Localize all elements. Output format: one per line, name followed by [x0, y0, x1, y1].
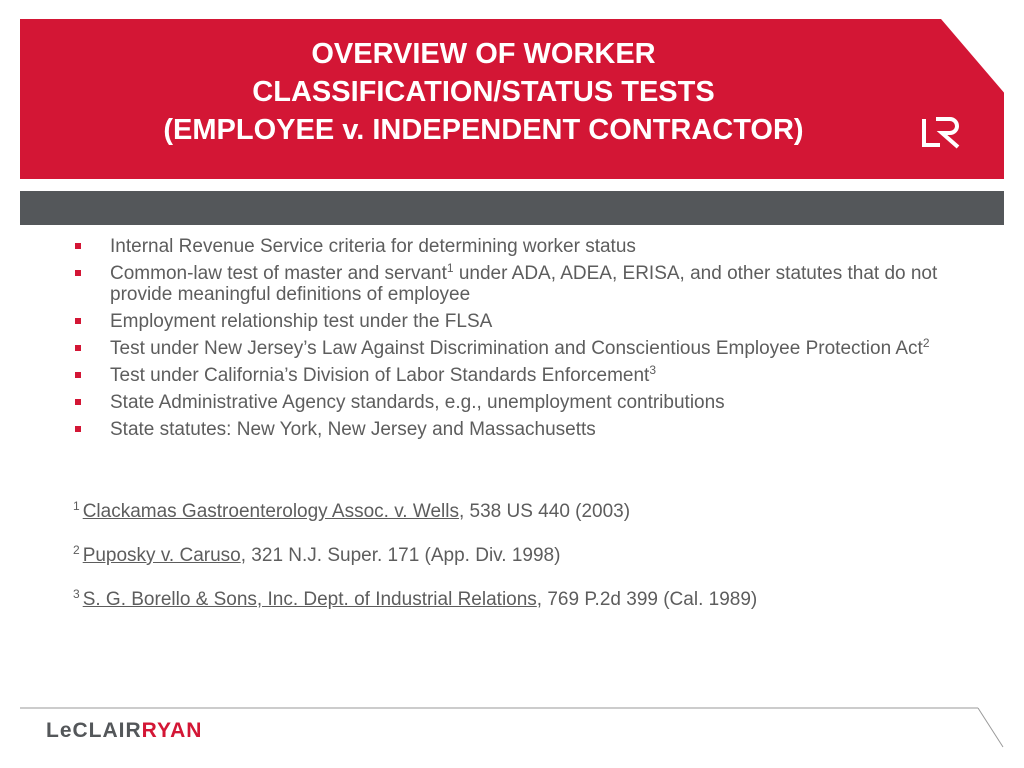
- slide-title: [20, 35, 947, 149]
- bullet-square-icon: [75, 426, 81, 432]
- leclairryan-logo: [46, 719, 202, 743]
- bullet-text: Test under New Jersey’s Law Against Discrimination and Conscientious Employee Protection Act: [110, 338, 923, 359]
- footnote-number: 1: [73, 499, 80, 513]
- footnote-item: [73, 589, 973, 611]
- logo-text-ryan: RYAN: [141, 719, 203, 742]
- bullet-text: Internal Revenue Service criteria for determining worker status: [110, 236, 636, 257]
- bullet-text: Test under California’s Division of Labor Standards Enforcement: [110, 365, 650, 386]
- bullet-item: [70, 392, 950, 413]
- logo-text-leclair: LeCLAIR: [46, 719, 142, 742]
- footnotes: [73, 501, 973, 633]
- bullet-square-icon: [75, 318, 81, 324]
- footnote-marker: 3: [649, 363, 657, 377]
- bullet-text: Employment relationship test under the FLSA: [110, 311, 493, 332]
- bullet-square-icon: [75, 243, 81, 249]
- footnote-item: [73, 545, 973, 567]
- title-line-2: CLASSIFICATION/STATUS TESTS: [252, 76, 715, 108]
- title-line-1: OVERVIEW OF WORKER: [311, 38, 656, 70]
- bullet-square-icon: [75, 345, 81, 351]
- footnote-item: [73, 501, 973, 523]
- bullet-text-continued: under ADA, ADEA, ERISA, and other statutes that do not provide meaningful definitions of employee: [110, 263, 938, 305]
- footnote-marker: 2: [922, 336, 930, 350]
- bullet-list: [70, 236, 950, 446]
- title-line-3: (EMPLOYEE v. INDEPENDENT CONTRACTOR): [163, 114, 804, 146]
- footnote-number: 3: [73, 587, 80, 601]
- bullet-item: [70, 338, 950, 359]
- bullet-item: [70, 419, 950, 440]
- lr-monogram-icon: [920, 117, 964, 149]
- footnote-marker: 1: [446, 261, 454, 275]
- case-citation: , 321 N.J. Super. 171 (App. Div. 1998): [240, 545, 561, 566]
- bullet-item: [70, 365, 950, 386]
- bullet-item: [70, 311, 950, 332]
- bullet-text: State statutes: New York, New Jersey and Massachusetts: [110, 419, 596, 440]
- bullet-text: State Administrative Agency standards, e.g., unemployment contributions: [110, 392, 725, 413]
- case-citation: , 769 P.2d 399 (Cal. 1989): [536, 589, 758, 610]
- case-name: S. G. Borello & Sons, Inc. Dept. of Industrial Relations: [82, 589, 537, 610]
- case-citation: , 538 US 440 (2003): [458, 501, 631, 522]
- case-name: Puposky v. Caruso: [82, 545, 241, 566]
- bullet-text: Common-law test of master and servant: [110, 263, 447, 284]
- header-divider-bar: [20, 191, 1004, 225]
- bullet-item: [70, 236, 950, 257]
- bullet-square-icon: [75, 270, 81, 276]
- footnote-number: 2: [73, 543, 80, 557]
- case-name: Clackamas Gastroenterology Assoc. v. Wells: [82, 501, 459, 522]
- bullet-square-icon: [75, 372, 81, 378]
- bullet-square-icon: [75, 399, 81, 405]
- bullet-item: [70, 263, 950, 305]
